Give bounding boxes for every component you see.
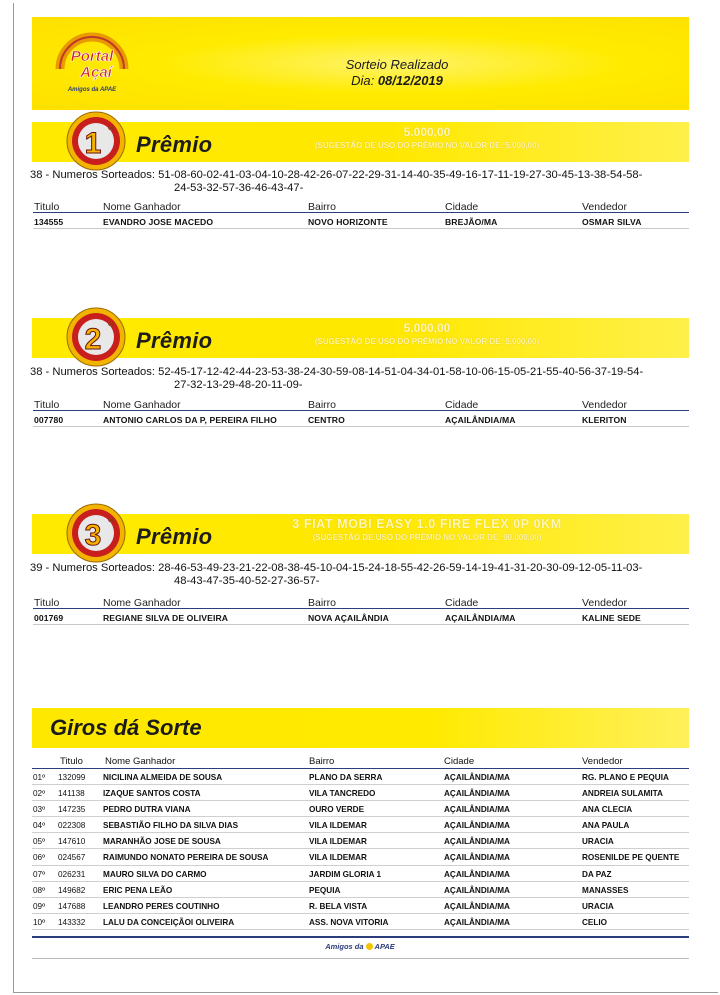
table-header (33, 596, 689, 609)
giros-col-vendedor: Vendedor (582, 756, 623, 767)
giros-vendedor: ANA CLECIA (582, 805, 633, 815)
giros-ord: 10º (33, 917, 46, 927)
giros-vendedor: CELIO (582, 917, 608, 927)
giros-col-nome: Nome Ganhador (105, 756, 176, 767)
giros-cidade: AÇAILÂNDIA/MA (444, 837, 510, 847)
footer-bottom-line (32, 958, 689, 959)
giros-bairro: JARDIM GLORIA 1 (309, 869, 382, 879)
header-banner (32, 17, 689, 110)
winner-nome: EVANDRO JOSE MACEDO (103, 217, 214, 227)
giros-titulo: 026231 (58, 869, 86, 879)
giros-bairro: PLANO DA SERRA (309, 773, 383, 782)
col-nome: Nome Ganhador (103, 399, 181, 411)
giros-bairro: ASS. NOVA VITORIA (309, 917, 389, 927)
winner-bairro: NOVO HORIZONTE (308, 217, 388, 227)
prize-3-table (33, 596, 689, 625)
giros-col-bairro: Bairro (309, 756, 335, 767)
prize-bar-3 (32, 514, 689, 554)
giros-nome: MARANHÃO JOSE DE SOUSA (103, 837, 221, 847)
table-row (32, 785, 689, 801)
draw-date (282, 73, 512, 89)
table-row (32, 898, 689, 914)
giros-ord: 04º (33, 821, 46, 831)
prize-2-suggestion: (SUGESTÃO DE USO DO PRÊMIO NO VALOR DE: 5.000,00) (314, 337, 540, 346)
prize-3-numbers-prefix: 39 - Numeros Sorteados: (30, 562, 159, 574)
giros-nome: SEBASTIÃO FILHO DA SILVA DIAS (103, 821, 239, 831)
giros-cidade: AÇAILÂNDIA/MA (444, 821, 510, 831)
giros-titulo: 147610 (58, 837, 86, 847)
table-row (32, 769, 689, 785)
medal-1-number: 1 (84, 127, 102, 160)
giros-title: Giros dá Sorte (50, 715, 202, 740)
winner-vendedor: OSMAR SILVA (582, 217, 642, 227)
premio-2-label: Prêmio (136, 328, 213, 353)
footer-logo-left: Amigos da (325, 942, 364, 951)
giros-cidade: AÇAILÂNDIA/MA (444, 789, 510, 799)
giros-nome: PEDRO DUTRA VIANA (103, 805, 191, 815)
logo-text-top: Portal (70, 48, 114, 65)
giros-titulo: 132099 (58, 773, 86, 782)
giros-vendedor: URACIA (582, 837, 614, 847)
giros-cidade: AÇAILÂNDIA/MA (444, 869, 510, 879)
winner-cidade: BREJÃO/MA (445, 217, 498, 227)
col-nome: Nome Ganhador (103, 597, 181, 609)
giros-ord: 01º (33, 773, 46, 782)
winner-titulo: 001769 (34, 613, 64, 623)
giros-rows (32, 769, 689, 930)
prize-2-numbers (30, 366, 692, 391)
giros-titulo: 024567 (58, 853, 86, 863)
giros-bairro: VILA ILDEMAR (309, 821, 367, 831)
giros-nome: LEANDRO PERES COUTINHO (103, 901, 220, 911)
medal-1-ordinal: ° (108, 123, 114, 138)
giros-cidade: AÇAILÂNDIA/MA (444, 885, 510, 895)
prize-3-numbers-line2: 48-43-47-35-40-52-27-36-57- (174, 574, 320, 587)
giros-bar (32, 708, 689, 748)
giros-titulo: 143332 (58, 917, 86, 927)
giros-titulo: 022308 (58, 821, 86, 831)
medal-3-number: 3 (84, 519, 102, 552)
footer-logo (300, 942, 420, 951)
medal-2-number: 2 (84, 323, 102, 356)
table-row (32, 849, 689, 865)
portal-acai-logo (52, 31, 132, 101)
prize-2-numbers-prefix: 38 - Numeros Sorteados: (30, 366, 159, 378)
giros-nome: LALU DA CONCEIÇÃOl OLIVEIRA (103, 917, 235, 927)
giros-vendedor: MANASSES (582, 885, 629, 895)
header-text (282, 57, 512, 89)
medal-2-ordinal: ° (108, 319, 114, 334)
table-row (32, 801, 689, 817)
prize-1-table (33, 200, 689, 229)
table-header (33, 200, 689, 213)
logo-text-bottom: Açaí (80, 64, 112, 81)
prize-2-table (33, 398, 689, 427)
giros-bairro: VILA ILDEMAR (309, 837, 367, 847)
giros-cidade: AÇAILÂNDIA/MA (444, 805, 510, 815)
giros-nome: ERIC PENA LEÃO (103, 885, 173, 895)
col-vendedor: Vendedor (582, 597, 627, 609)
footer-logo-right: APAE (374, 942, 395, 951)
page-title: Sorteio Realizado (345, 57, 449, 72)
table-row (33, 213, 689, 229)
col-bairro: Bairro (308, 399, 337, 411)
col-titulo: Titulo (34, 201, 60, 213)
giros-bairro: VILA ILDEMAR (309, 853, 367, 863)
table-row (33, 411, 689, 427)
col-nome: Nome Ganhador (103, 201, 181, 213)
winner-vendedor: KLERITON (582, 415, 627, 425)
giros-titulo: 149682 (58, 885, 86, 895)
col-cidade: Cidade (445, 399, 479, 411)
prize-1-numbers-prefix: 38 - Numeros Sorteados: (30, 169, 159, 181)
medal-3-icon (65, 502, 127, 564)
giros-ord: 09º (33, 901, 46, 911)
giros-cidade: AÇAILÂNDIA/MA (444, 917, 510, 927)
prize-3-numbers-line1: 28-46-53-49-23-21-22-08-38-45-10-04-15-24-18-55-42-26-59-14-19-41-31-20-30-09-12-05-11-03- (158, 562, 643, 574)
prize-3-suggestion: (SUGESTÃO DE USO DO PRÊMIO NO VALOR DE: 90.000,00) (312, 533, 542, 542)
logo-tagline: Amigos da APAE (67, 87, 117, 93)
prize-2-value: 5.000,00 (403, 321, 451, 335)
premio-1-label: Prêmio (136, 132, 213, 157)
giros-vendedor: RG. PLANO E PEQUIA (582, 773, 669, 782)
giros-titulo: 141138 (58, 789, 85, 799)
winner-titulo: 134555 (34, 217, 64, 227)
date-value: 08/12/2019 (377, 73, 443, 88)
winner-cidade: AÇAILÂNDIA/MA (445, 415, 516, 425)
giros-titulo: 147235 (58, 805, 86, 815)
prize-3-numbers (30, 562, 692, 587)
giros-nome: NICILINA ALMEIDA DE SOUSA (103, 773, 223, 782)
giros-vendedor: ANDREIA SULAMITA (582, 789, 663, 799)
footer-line (32, 936, 689, 938)
giros-ord: 06º (33, 853, 46, 863)
col-bairro: Bairro (308, 597, 337, 609)
giros-titulo: 147688 (58, 901, 86, 911)
giros-ord: 07º (33, 869, 46, 879)
col-vendedor: Vendedor (582, 201, 627, 213)
giros-vendedor: URACIA (582, 901, 614, 911)
giros-bairro: OURO VERDE (309, 805, 365, 815)
giros-bairro: VILA TANCREDO (309, 789, 376, 799)
prize-bar-2 (32, 318, 689, 358)
table-row (32, 882, 689, 898)
prize-1-numbers (30, 169, 692, 194)
giros-table (32, 752, 689, 930)
giros-cidade: AÇAILÂNDIA/MA (444, 853, 510, 863)
giros-nome: RAIMUNDO NONATO PEREIRA DE SOUSA (103, 853, 269, 863)
winner-bairro: CENTRO (308, 415, 345, 425)
medal-3-ordinal: ° (108, 515, 114, 530)
table-row (33, 609, 689, 625)
giros-ord: 02º (33, 789, 46, 799)
col-vendedor: Vendedor (582, 399, 627, 411)
giros-nome: IZAQUE SANTOS COSTA (103, 789, 201, 799)
giros-cidade: AÇAILÂNDIA/MA (444, 773, 510, 782)
col-bairro: Bairro (308, 201, 337, 213)
winner-vendedor: KALINE SEDE (582, 613, 641, 623)
table-row (32, 866, 689, 882)
winner-titulo: 007780 (34, 415, 64, 425)
col-cidade: Cidade (445, 597, 479, 609)
giros-ord: 05º (33, 837, 46, 847)
giros-bairro: PEQUIA (309, 885, 341, 895)
col-cidade: Cidade (445, 201, 479, 213)
winner-cidade: AÇAILÂNDIA/MA (445, 613, 516, 623)
winner-nome: REGIANE SILVA DE OLIVEIRA (103, 613, 229, 623)
giros-ord: 03º (33, 805, 46, 815)
prize-2-numbers-line1: 52-45-17-12-42-44-23-53-38-24-30-59-08-14-51-04-34-01-58-10-06-15-05-21-55-40-56-37-19-54- (158, 366, 644, 378)
medal-1-icon (65, 110, 127, 172)
col-titulo: Titulo (34, 399, 60, 411)
col-titulo: Titulo (34, 597, 60, 609)
giros-nome: MAURO SILVA DO CARMO (103, 869, 207, 879)
giros-vendedor: DA PAZ (582, 869, 612, 879)
prize-1-value: 5.000,00 (403, 125, 451, 139)
apae-dot-icon (366, 943, 373, 950)
premio-3-label: Prêmio (136, 524, 213, 549)
prize-bar-1 (32, 122, 689, 162)
table-header (33, 398, 689, 411)
giros-cidade: AÇAILÂNDIA/MA (444, 901, 510, 911)
table-row (32, 817, 689, 833)
giros-col-titulo: Titulo (60, 756, 83, 767)
winner-bairro: NOVA AÇAILÂNDIA (308, 613, 389, 623)
giros-header (32, 752, 689, 769)
prize-1-suggestion: (SUGESTÃO DE USO DO PRÊMIO NO VALOR DE: 5.000,00) (314, 141, 540, 150)
winner-nome: ANTONIO CARLOS DA P, PEREIRA FILHO (103, 415, 277, 425)
medal-2-icon (65, 306, 127, 368)
giros-ord: 08º (33, 885, 46, 895)
prize-2-numbers-line2: 27-32-13-29-48-20-11-09- (174, 378, 303, 391)
giros-bairro: R. BELA VISTA (309, 901, 368, 911)
prize-3-value: 3 FIAT MOBI EASY 1.0 FIRE FLEX 0P 0KM (292, 517, 562, 531)
giros-vendedor: ROSENILDE PE QUENTE (582, 853, 680, 863)
prize-1-numbers-line1: 51-08-60-02-41-03-04-10-28-42-26-07-22-29-31-14-40-35-49-16-17-11-19-27-30-45-13-38-54-58- (158, 169, 643, 181)
table-row (32, 833, 689, 849)
prize-1-numbers-line2: 24-53-32-57-36-46-43-47- (174, 181, 304, 194)
giros-vendedor: ANA PAULA (582, 821, 630, 831)
date-label: Dia: (351, 73, 375, 88)
table-row (32, 914, 689, 930)
giros-col-cidade: Cidade (444, 756, 475, 767)
